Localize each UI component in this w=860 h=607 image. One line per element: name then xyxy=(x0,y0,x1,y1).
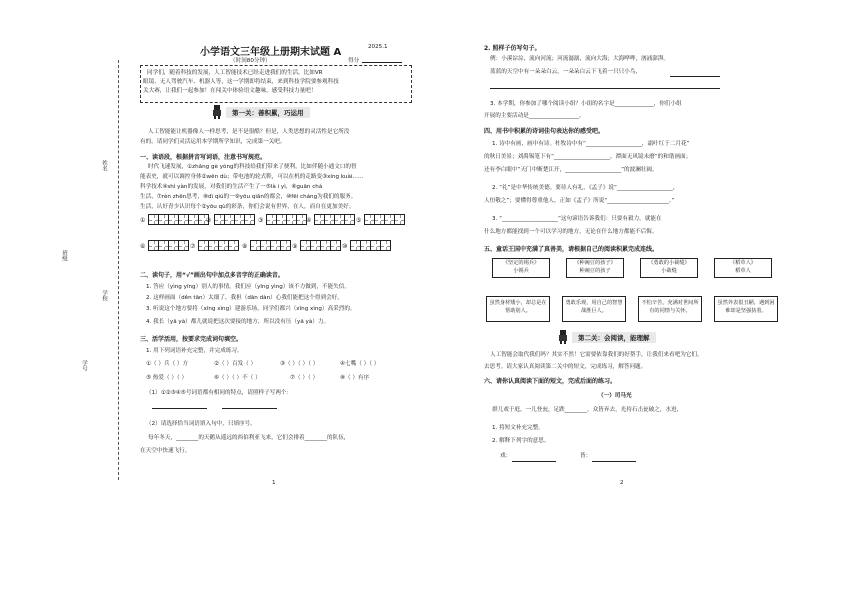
page-title: 小学语文三年级上册期末试题 A xyxy=(200,47,342,58)
q2-item: 3. 听说这个地方要将（xīng xìng）建游乐场，同学们都兴（xīng xìng）高采烈的。 xyxy=(146,306,356,312)
section2-banner: 第二关：会阅读，能理解 xyxy=(572,332,656,343)
answer-line[interactable] xyxy=(592,461,636,462)
page-number: 2 xyxy=(620,480,624,486)
answer-line[interactable] xyxy=(670,76,720,77)
book-box[interactable]: 《种豌豆的孩子》 种豌豆的孩子 xyxy=(566,258,624,278)
q3-sentence: 在天空中快速飞行。 xyxy=(140,448,191,454)
intro-line: 关大赛，让我们一起参加！在闯关中体验语文趣味，感受科技力量吧！ xyxy=(143,88,317,94)
q2-title: 二、读句子，用“√”画出句中加点多音字的正确读音。 xyxy=(140,272,284,279)
section1-intro: 有的。请同学们灵活运用本学期所学知识，完成第一关吧。 xyxy=(140,139,286,145)
r-q2-example: 例：小溪淙淙，流向河流；河流潺潺，流向大海；大海哗哗，汹涌澎湃。 xyxy=(490,56,670,62)
passage-text: 群儿戏于庭，一儿登瓮，足跌________，众皆弃去，光持石击瓮破之，水迸， xyxy=(492,407,683,413)
writing-grid[interactable] xyxy=(266,214,306,225)
intro-line: 同学们，随着科技的发展，人工智能技术已经走进我们的生活，比如VR xyxy=(147,70,323,76)
answer-line[interactable] xyxy=(152,408,207,409)
robot-icon xyxy=(212,105,222,119)
writing-grid[interactable] xyxy=(350,240,390,251)
r-q3-text: 开展的主要活动是__________________。 xyxy=(484,113,585,119)
book-box[interactable]: 《稻草人》 稻草人 xyxy=(714,258,772,278)
passage-q2: 2. 解释下列字的意思。 xyxy=(492,438,550,444)
answer-line[interactable] xyxy=(490,88,720,89)
robot-icon xyxy=(558,330,568,344)
q3-sub1b: （1）①②③④⑤号词语都有相同的特点，请照样子写两个： xyxy=(146,390,293,396)
section1-intro: 人工智能能让机器像人一样思考，是不是很酷？但是，人类思想的灵活性是它所没 xyxy=(148,129,350,135)
side-label-number: 学号 xyxy=(81,360,87,371)
section2-intro: 人工智能会取代我们吗？其实不然！它需要依靠我们的好帮手，让我们来看吧为它们， xyxy=(490,352,703,358)
exam-year: 2025.1 xyxy=(368,44,388,50)
section1-banner: 第一关：善积累，巧运用 xyxy=(226,107,310,118)
r-q2-prompt: 蓝蓝的天空中有一朵朵白云，一朵朵白云下飞着一只只小鸟， xyxy=(490,69,642,75)
writing-grid[interactable] xyxy=(148,214,208,225)
page-number: 1 xyxy=(272,480,276,486)
right-page: 2. 照样子仿写句子。 例：小溪淙淙，流向河流；河流潺潺，流向大海；大海哗哗，汹涌澎湃。 蓝蓝的天空中有一朵朵白云，一朵朵白云下飞着一只只小鸟， 3. 本学期，你参加了哪个阅读小组？小组的名字是______________，你们小组 开展的主要活动是__________________。 四、用书中积累的诗词佳句表达你的感受吧。 1. 诗中有画，画中有诗。杜牧诗中有“____________________，霜叶红于二月花” 的秋日美景；刘禹锡笔下有“____________________，潭面无风镜未磨”的和谐画面； 还有李白眼中“天门中断楚江开，____________________”的波澜壮阔。 2. “礼”是中华传统美德。要待人有礼，《孟子》说“____________________， 人恒敬之”；要懂得尊重他人，正如《孟子》所说“______________________。” 3. “____________________”这句谚语告诉我们：只要有毅力，就能在 什么地方都能找到一个可以学习的地方，无论在什么地方都能不后悔。 五、童话王国中充满了真善美，请根据自己的阅读积累完成连线。 《坚定的锡兵》 小锡兵 《种豌豆的孩子》 种豌豆的孩子 《勇敢的小裁缝》 小裁缝 《稻草人》 稻草人 虽然身材矮小，却总是在帮助别人。 勇敢乐观，用自己的智慧战胜巨人。 不怕辛苦，充满对世间所有的同情与关怀。 虽然外表很丑陋，遇到困难却是坚强执着。 第二关：会阅读，能理解 人工智能会取代我们吗？其实不然！它需要依靠我们的好帮手，让我们来看吧为它们， 去思考。请大家认真阅读第二关中的短文，完成练习，解答问题。 六、请你认真阅读下面的短文，完成后面的练习。 （一）司马光 群儿戏于庭，一儿登瓮，足跌________，众皆弃去，光持石击瓮破之，水迸， 1. 将短文补充完整。 2. 解释下列字的意思。 戏： 皆： 2 xyxy=(430,0,860,607)
q2-item: 4. 我长（yā yà）都儿就说把这次要接的地方，所以没有压（yā yà）力。 xyxy=(146,319,330,325)
q3-title: 三、活学活用，按要求完成词句填空。 xyxy=(140,336,243,343)
book-box[interactable]: 《勇敢的小裁缝》 小裁缝 xyxy=(640,258,698,278)
q1-text: 能表史，就可以调控身体②wēn dù；带电池的轮式鞋，可以在机的走路变③xíng kuài…… xyxy=(140,174,364,180)
description-box[interactable]: 不怕辛苦，充满对世间所有的同情与关怀。 xyxy=(638,296,702,322)
writing-grid[interactable] xyxy=(300,240,340,251)
q3-sub2: （2）请选择恰当词语填入句中，只填序号。 xyxy=(146,421,256,427)
q3-sub1: 1. 用下列词语补充完整，并完成练习。 xyxy=(146,348,243,354)
r-q3-text: 3. 本学期，你参加了哪个阅读小组？小组的名字是______________，你们小组 xyxy=(490,101,682,107)
binding-line xyxy=(118,60,119,480)
writing-grid[interactable] xyxy=(364,214,404,225)
q1-title: 一、读语段，根据拼音写词语，注意书写规范。 xyxy=(140,154,267,161)
q1-text: 时代飞速发展，①zhǎng gè yòng的科技给我们带来了便利，比如伴随小通文口的智 xyxy=(148,164,357,170)
book-box[interactable]: 《坚定的锡兵》 小锡兵 xyxy=(492,258,550,278)
writing-grid[interactable] xyxy=(214,214,254,225)
description-box[interactable]: 勇敢乐观，用自己的智慧战胜巨人。 xyxy=(562,296,626,322)
intro-line: 眼镜、无人驾驶汽车、机器人等，这一学期即将结束，来到科技学院要参观科技 xyxy=(143,79,339,85)
passage-title: （一）司马光 xyxy=(598,393,632,399)
writing-grid[interactable] xyxy=(148,240,188,251)
r-q4-title: 四、用书中积累的诗词佳句表达你的感受吧。 xyxy=(484,128,605,135)
passage-q1: 1. 将短文补充完整。 xyxy=(492,425,544,431)
q1-text: 生活，⑦rèn zhēn思考，⑧dì qiú的一⑨yōu qiǎn的都会，⑩fēi cháng为我们的服务。 xyxy=(140,194,357,200)
answer-line[interactable] xyxy=(222,408,277,409)
r-q6-title: 六、请你认真阅读下面的短文，完成后面的练习。 xyxy=(484,378,617,385)
section2-intro: 去思考。请大家认真阅读第二关中的短文，完成练习，解答问题。 xyxy=(484,364,647,370)
description-box[interactable]: 虽然外表很丑陋，遇到困难却是坚强执着。 xyxy=(714,296,778,322)
r-q5-title: 五、童话王国中充满了真善美，请根据自己的阅读积累完成连线。 xyxy=(484,246,659,253)
passage-word: 戏： xyxy=(500,453,512,459)
passage-word: 皆： xyxy=(580,453,592,459)
intro-box xyxy=(140,65,412,103)
left-page: 姓名 班级 学校 学号 小学语文三年级上册期末试题 A 2025.1 （时间80分钟） 得分 同学们，随着科技的发展，人工智能技术已经走进我们的生活，比如VR 眼镜、无人驾驶汽车、机器人等，这一学期即将结束，来到科技学院要参观科技 关大赛，让我们一起参加！在闯关中体验语文趣味，感受科技力量吧！ 第一关：善积累，巧运用 人工智能能让机器像人一样思考，是不是很酷？但是，人类思想的灵活性是它所没 有的。请同学们灵活运用本学期所学知识，完成第一关吧。 一、读语段，根据拼音写词语，注意书写规范。 时代飞速发展，①zhǎng gè yòng的科技给我们带来了便利，比如伴随小通文口的智 能表史，就可以调控身体②wēn dù；带电池的轮式鞋，可以在机的走路变③xíng kuài…… 科学技术④shì yàn的发展，对我们的生活产生了一⑤là i yì，⑥guān chá 生活，⑦rèn zhēn思考，⑧dì qiú的一⑨yōu qiǎn的都会，⑩fēi cháng为我们的服务。 生活，认好青少认识每个②yōu qù的彩条，你们会说有世界，在人，而自在更加美好。 ① ② ③ ④ ⑤ ⑥ ⑦ ⑧ ⑨ ⑩ 二、读句子，用“√”画出句中加点多音字的正确读音。 1. 答应（yìng yīng）别人的事情，我们应（yīng yìng）该不力做到，不能失信。 2. 这样画面（děn tān）太细了，我担（dān dàn）心我们能把这个得到会好。 3. 听说这个地方要将（xīng xìng）建游乐场，同学们都兴（xīng xìng）高采烈的。 4. 我长（yā yà）都儿就说把这次要接的地方，所以没有压（yā yà）力。 三、活学活用，按要求完成词句填空。 1. 用下列词语补充完整，并完成练习。 ①（ ）兵（ ）方 ②（ ）百发（ ） ③（ ）（ ）（ ） ④七嘴（ ）（ ） ⑤ 热爱（ ）（ ） ⑥（ ）（ ）不（ ） ⑦（ ）（ ） ⑧（ ）有序 （1）①②③④⑤号词语都有相同的特点，请照样子写两个： （2）请选择恰当词语填入句中，只填序号。 每年冬天，________的天鹅从遥远的西伯利亚飞来，它们会排着________的队伍， 在天空中快速飞行。 1 xyxy=(0,0,430,607)
writing-grid[interactable] xyxy=(198,240,238,251)
q2-item: 1. 答应（yìng yīng）别人的事情，我们应（yīng yìng）该不力做到，不能失信。 xyxy=(146,284,350,290)
side-label-name: 姓名 xyxy=(101,160,107,171)
description-box[interactable]: 虽然身材矮小，却总是在帮助别人。 xyxy=(486,296,550,322)
writing-grid[interactable] xyxy=(314,214,354,225)
q3-sentence: 每年冬天，________的天鹅从遥远的西伯利亚飞来，它们会排着________的队伍， xyxy=(148,435,350,441)
score-label: 得分 xyxy=(348,58,360,64)
exam-time: （时间80分钟） xyxy=(230,58,271,64)
writing-grid[interactable] xyxy=(250,240,290,251)
side-label-class: 班级 xyxy=(61,250,67,261)
r-q2-title: 2. 照样子仿写句子。 xyxy=(484,45,541,52)
q2-item: 2. 这样画面（děn tān）太细了，我担（dān dàn）心我们能把这个得到会好。 xyxy=(146,295,343,301)
q1-text: 科学技术④shì yàn的发展，对我们的生活产生了一⑤là i yì，⑥guān chá xyxy=(140,184,323,190)
q1-text: 生活，认好青少认识每个②yōu qù的彩条，你们会说有世界，在人，而自在更加美好。 xyxy=(140,204,355,210)
side-label-school: 学校 xyxy=(101,290,107,301)
answer-line[interactable] xyxy=(512,461,556,462)
